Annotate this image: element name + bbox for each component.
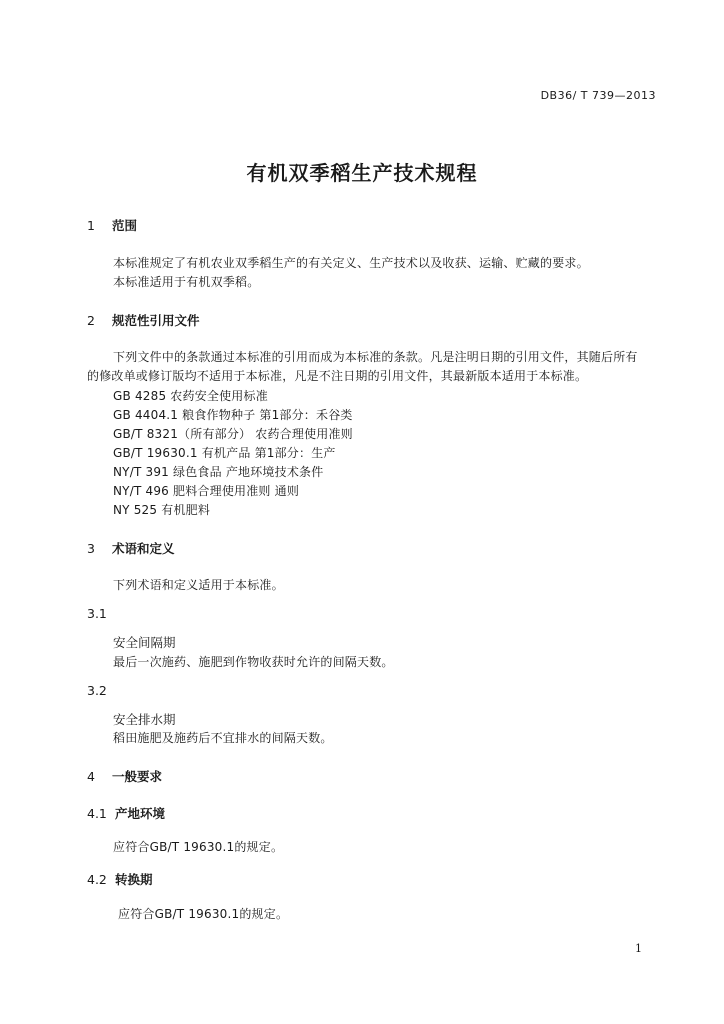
term-definition: 最后一次施药、施肥到作物收获时允许的间隔天数。 bbox=[113, 655, 394, 669]
section-3-heading bbox=[87, 539, 175, 557]
document-title: 有机双季稻生产技术规程 bbox=[246, 161, 478, 185]
section-title: 术语和定义 bbox=[112, 541, 175, 556]
page-number: 1 bbox=[635, 942, 642, 955]
subsection-4-1-text: 应符合GB/T 19630.1的规定。 bbox=[113, 840, 284, 854]
section-number: 1 bbox=[87, 218, 95, 233]
section-title: 规范性引用文件 bbox=[112, 313, 200, 328]
section-number: 3 bbox=[87, 541, 95, 556]
reference-item: GB 4404.1 粮食作物种子 第1部分：禾谷类 bbox=[113, 408, 353, 422]
term-number: 3.2 bbox=[87, 683, 107, 698]
section-number: 4 bbox=[87, 769, 95, 784]
section-number: 4.2 bbox=[87, 872, 107, 887]
scope-line-2: 本标准适用于有机双季稻。 bbox=[113, 275, 260, 289]
section-title: 范围 bbox=[112, 218, 138, 233]
terms-intro: 下列术语和定义适用于本标准。 bbox=[113, 578, 284, 592]
references-intro-line-1: 下列文件中的条款通过本标准的引用而成为本标准的条款。凡是注明日期的引用文件，其随后所有 bbox=[113, 350, 638, 364]
standard-number: DB36/ T 739—2013 bbox=[540, 89, 656, 102]
reference-item: GB/T 8321（所有部分） 农药合理使用准则 bbox=[113, 427, 353, 441]
reference-item: NY 525 有机肥料 bbox=[113, 503, 211, 517]
section-number: 2 bbox=[87, 313, 95, 328]
reference-item: GB/T 19630.1 有机产品 第1部分：生产 bbox=[113, 446, 336, 460]
references-intro-line-2: 的修改单或修订版均不适用于本标准，凡是不注日期的引用文件，其最新版本适用于本标准。 bbox=[87, 369, 588, 383]
subsection-4-2-heading bbox=[87, 870, 153, 888]
reference-item: NY/T 496 肥料合理使用准则 通则 bbox=[113, 484, 300, 498]
section-4-heading bbox=[87, 767, 162, 785]
term-name: 安全排水期 bbox=[113, 712, 176, 727]
subsection-4-1-heading bbox=[87, 804, 165, 822]
reference-item: NY/T 391 绿色食品 产地环境技术条件 bbox=[113, 465, 324, 479]
section-title: 一般要求 bbox=[112, 769, 163, 784]
term-definition: 稻田施肥及施药后不宜排水的间隔天数。 bbox=[113, 731, 333, 745]
section-2-heading bbox=[87, 311, 200, 329]
term-number: 3.1 bbox=[87, 606, 107, 621]
term-name: 安全间隔期 bbox=[113, 635, 176, 650]
section-number: 4.1 bbox=[87, 806, 107, 821]
section-title: 转换期 bbox=[115, 872, 153, 887]
section-title: 产地环境 bbox=[115, 806, 166, 821]
reference-item: GB 4285 农药安全使用标准 bbox=[113, 389, 268, 403]
section-1-heading bbox=[87, 216, 137, 234]
subsection-4-2-text: 应符合GB/T 19630.1的规定。 bbox=[118, 907, 289, 921]
scope-line-1: 本标准规定了有机农业双季稻生产的有关定义、生产技术以及收获、运输、贮藏的要求。 bbox=[113, 256, 589, 270]
